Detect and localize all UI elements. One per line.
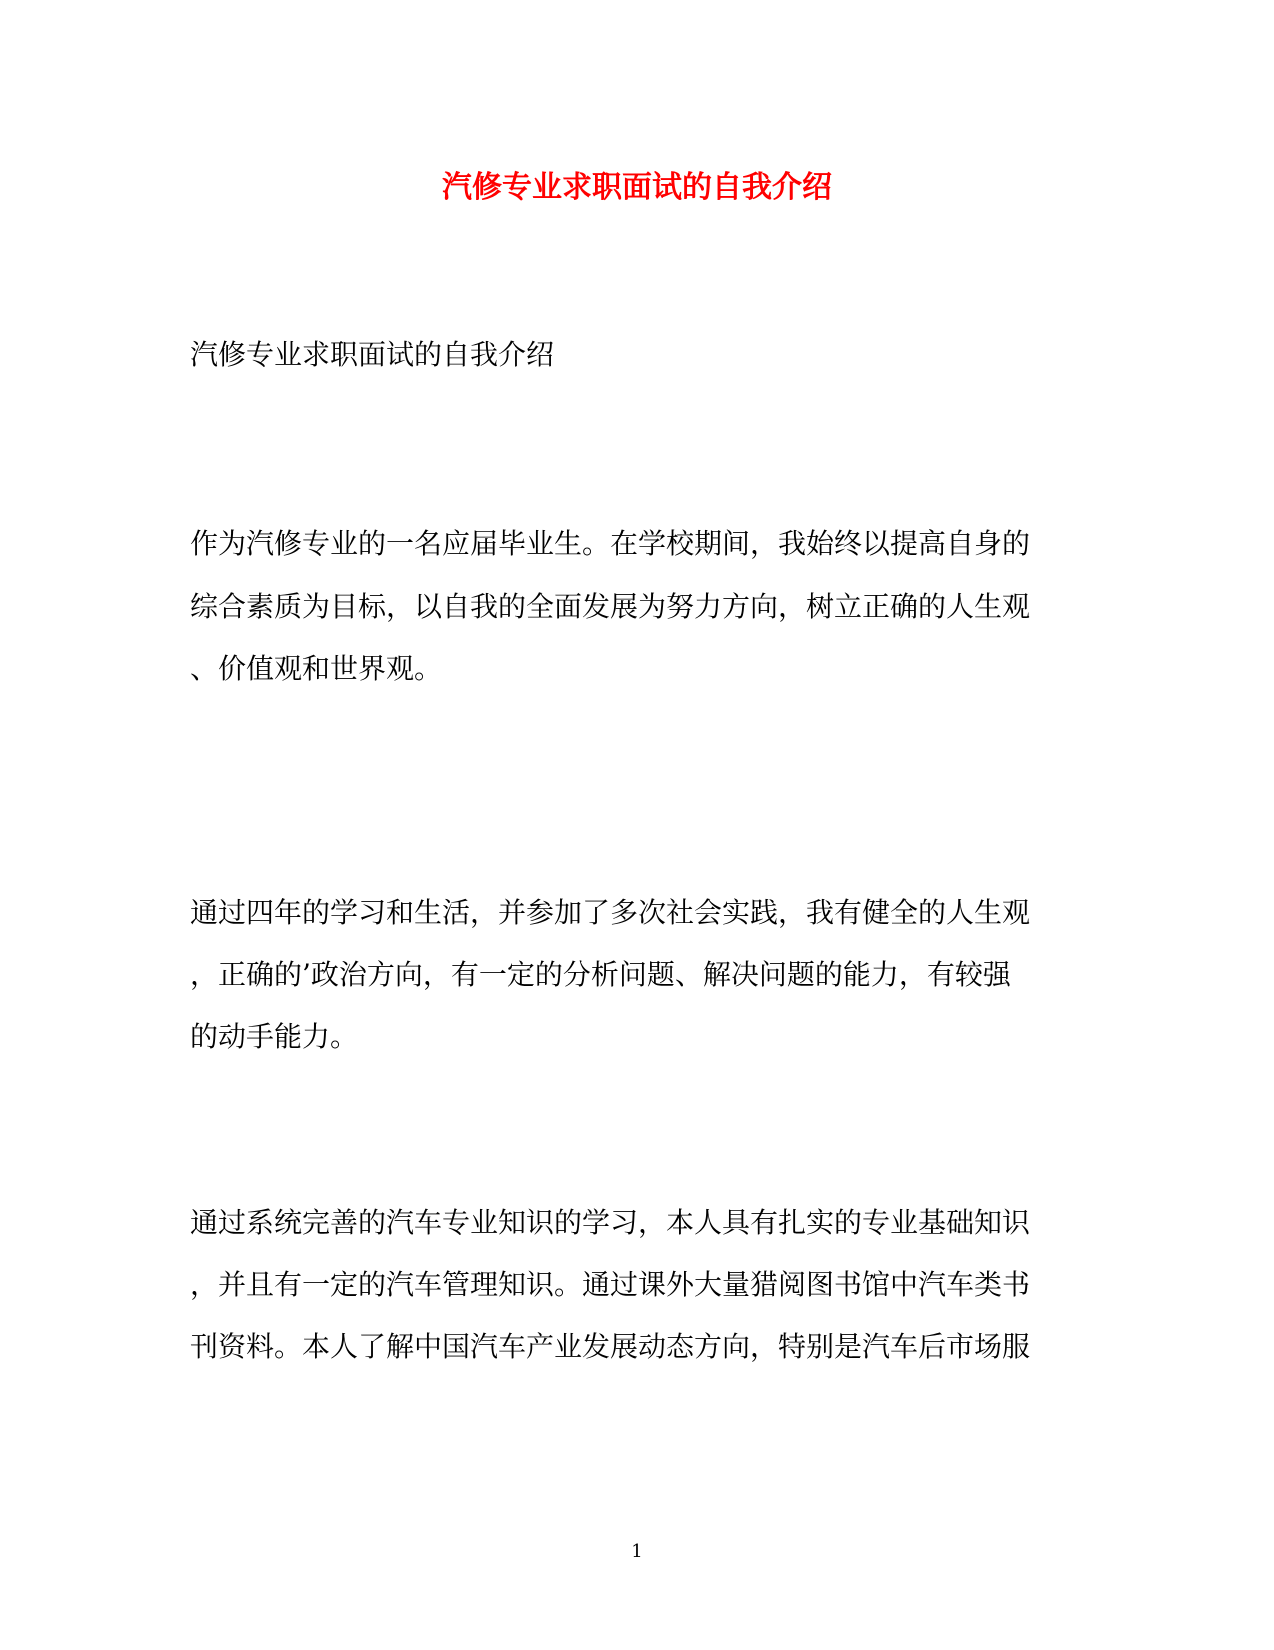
paragraph-line: 作为汽修专业的一名应届毕业生。在学校期间，我始终以提高自身的 bbox=[190, 527, 1031, 560]
document-title: 汽修专业求职面试的自我介绍 bbox=[442, 170, 832, 205]
paragraph-line: 、价值观和世界观。 bbox=[190, 652, 443, 685]
paragraph-line: 的动手能力。 bbox=[190, 1020, 359, 1053]
paragraph-line: 通过四年的学习和生活，并参加了多次社会实践，我有健全的人生观 bbox=[190, 896, 1031, 929]
paragraph-line: ，正确的’政治方向，有一定的分析问题、解决问题的能力，有较强 bbox=[190, 958, 1011, 991]
paragraph-line: 通过系统完善的汽车专业知识的学习，本人具有扎实的专业基础知识 bbox=[190, 1206, 1031, 1239]
paragraph-line: 综合素质为目标，以自我的全面发展为努力方向，树立正确的人生观 bbox=[190, 590, 1031, 623]
page-number: 1 bbox=[631, 1541, 643, 1562]
document-heading: 汽修专业求职面试的自我介绍 bbox=[190, 338, 555, 371]
paragraph-line: ，并且有一定的汽车管理知识。通过课外大量猎阅图书馆中汽车类书 bbox=[190, 1268, 1031, 1301]
paragraph-line: 刊资料。本人了解中国汽车产业发展动态方向，特别是汽车后市场服 bbox=[190, 1330, 1031, 1363]
